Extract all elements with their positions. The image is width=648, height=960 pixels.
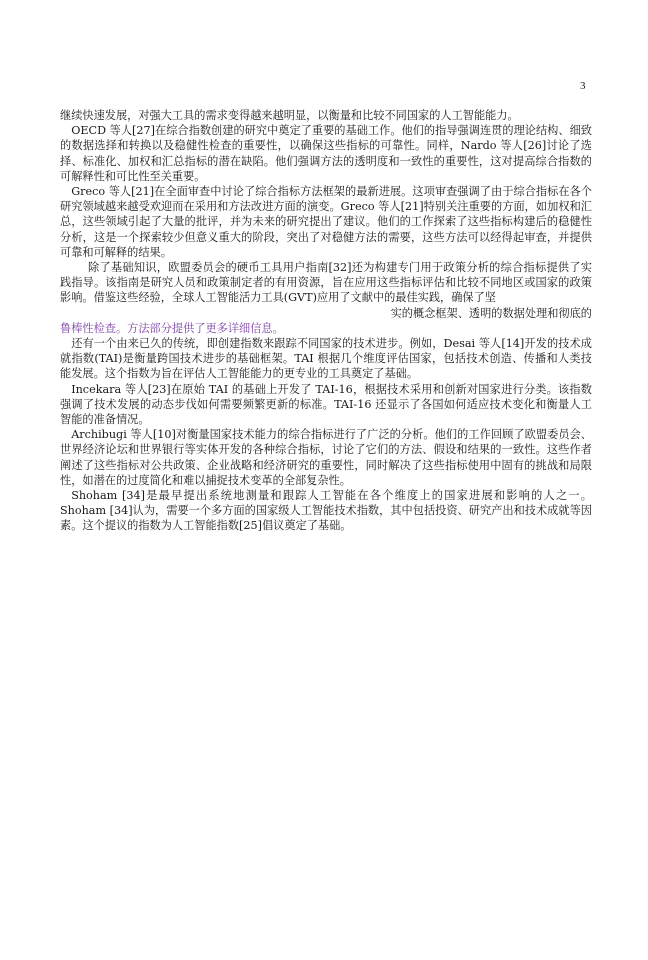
paragraph-coin-tool-fragment: 实的概念框架、透明的数据处理和彻底的 bbox=[390, 306, 592, 320]
paragraph-incekara: Incekara 等人[23]在原始 TAI 的基础上开发了 TAI-16，根据技术采用和创新对国家进行分类。该指数强调了技术发展的动态步伐如何需要频繁更新的标准。TAI-16 还显示了各国如何适应技术变化和衡量人工智能的准备情况。 bbox=[60, 382, 592, 427]
paragraph-archibugi: Archibugi 等人[10]对衡量国家技术能力的综合指标进行了广泛的分析。他们的工作回顾了欧盟委员会、世界经济论坛和世界银行等实体开发的各种综合指标，讨论了它们的方法、假设和结果的一致性。这些作者阐述了这些指标对公共政策、企业战略和经济研究的重要性，同时解决了这些指标使用中固有的挑战和局限性，如潜在的过度简化和难以捕捉技术变革的全部复杂性。 bbox=[60, 428, 592, 487]
page-number: 3 bbox=[580, 80, 586, 92]
paragraph-greco: Greco 等人[21]在全面审查中讨论了综合指标方法框架的最新进展。这项审查强调了由于综合指标在各个研究领域越来越受欢迎而在采用和方法改进方面的演变。Greco 等人[21]特别关注重要的方面，如加权和汇总，这些领域引起了大量的批评，并为未来的研究提出了建议。他们的工作探索了这些指标构建后的稳健性分析，这是一个探索较少但意义重大的阶段，突出了对稳健方法的需要，这些方法可以经得起审查，并提供可靠和可解释的结果。 bbox=[60, 185, 592, 259]
paragraph-coin-tool: 除了基础知识，欧盟委员会的硬币工具用户指南[32]还为构建专门用于政策分析的综合指标提供了实践指导。该指南是研究人员和政策制定者的有用资源，旨在应用这些指标评估和比较不同地区或国家的政策影响。借鉴这些经验，全球人工智能活力工具(GVT)应用了文献中的最佳实践，确保了坚 bbox=[60, 261, 592, 305]
paragraph-oecd: OECD 等人[27]在综合指数创建的研究中奠定了重要的基础工作。他们的指导强调连贯的理论结构、细致的数据选择和转换以及稳健性检查的重要性，以确保这些指标的可靠性。同样，Nardo 等人[26]讨论了选择、标准化、加权和汇总指标的潜在缺陷。他们强调方法的透明度和一致性的重要性，这对提高综合指数的可解释性和可比性至关重要。 bbox=[60, 124, 592, 183]
paragraph-shoham: Shoham [34]是最早提出系统地测量和跟踪人工智能在各个维度上的国家进展和影响的人之一。Shoham [34]认为，需要一个多方面的国家级人工智能技术指数，其中包括投资、研究产出和技术成就等因素。这个提议的指数为人工智能指数[25]倡议奠定了基础。 bbox=[60, 489, 592, 533]
paragraph-continuation: 继续快速发展，对强大工具的需求变得越来越明显，以衡量和比较不同国家的人工智能能力。 bbox=[60, 109, 519, 122]
paragraph-robustness-note: 鲁棒性检查。方法部分提供了更多详细信息。 bbox=[60, 321, 284, 335]
body-text bbox=[60, 108, 592, 534]
paragraph-tai: 还有一个由来已久的传统，即创建指数来跟踪不同国家的技术进步。例如，Desai 等人[14]开发的技术成就指数(TAI)是衡量跨国技术进步的基础框架。TAI 根据几个维度评估国家，包括技术创造、传播和人类技能发展。这个指数为旨在评估人工智能能力的更专业的工具奠定了基础。 bbox=[60, 337, 592, 381]
